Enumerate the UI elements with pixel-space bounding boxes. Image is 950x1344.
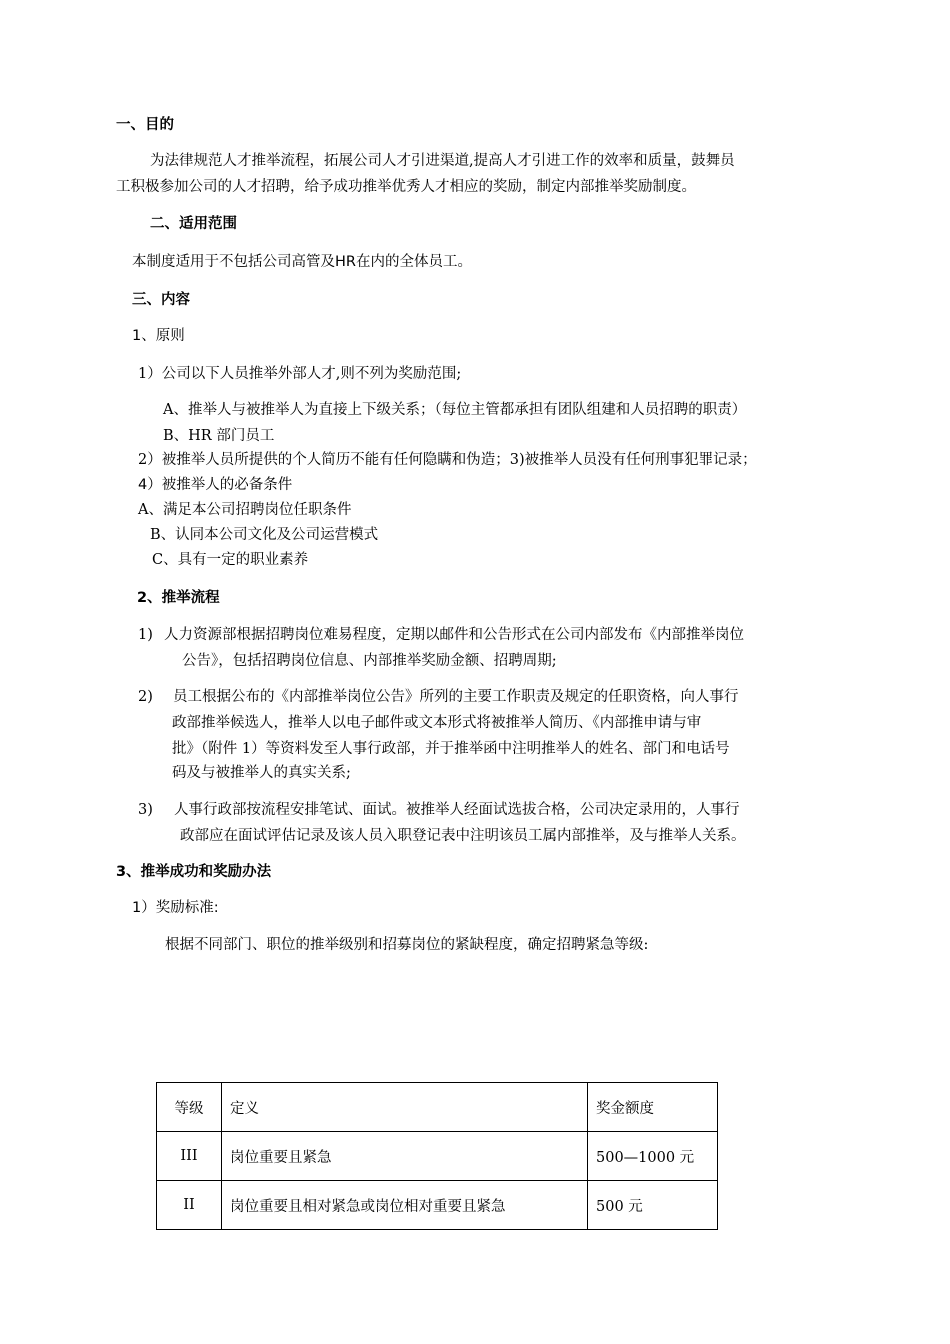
condition-b: B、认同本公司文化及公司运营模式	[150, 527, 379, 543]
process-item-1-line-1: 人力资源部根据招聘岗位难易程度，定期以邮件和公告形式在公司内部发布《内部推举岗位	[164, 627, 744, 643]
reward-grade-table	[156, 1082, 718, 1230]
process-item-2-line-1: 员工根据公布的《内部推举岗位公告》所列的主要工作职责及规定的任职资格，向人事行	[173, 689, 739, 705]
principle-item-4: 4）被推举人的必备条件	[138, 477, 293, 493]
table-cell-grade: II	[157, 1181, 222, 1230]
reward-standard-label: 1）奖励标准:	[132, 900, 219, 916]
table-cell-definition: 岗位重要且紧急	[222, 1132, 588, 1181]
principle-item-2: 2）被推举人员所提供的个人简历不能有任何隐瞒和伪造；3)被推举人员没有任何刑事犯罪记录；	[138, 452, 757, 468]
scope-text-pre: 本制度适用于不包括公司高管及	[132, 254, 335, 270]
process-item-1-line-2: 公告》，包括招聘岗位信息、内部推举奖励金额、招聘周期;	[182, 653, 557, 669]
table-row	[157, 1132, 718, 1181]
purpose-paragraph-line-1: 为法律规范人才推举流程，拓展公司人才引进渠道,提高人才引进工作的效率和质量，鼓舞员	[150, 153, 735, 169]
process-item-2-line-3: 批》（附件 1）等资料发至人事行政部，并于推举函中注明推举人的姓名、部门和电话号	[172, 741, 730, 757]
section-heading-scope: 二、适用范围	[150, 216, 237, 232]
principle-item-1a: A、推举人与被推举人为直接上下级关系；（每位主管都承担有团队组建和人员招聘的职责）	[163, 402, 747, 418]
table-header-cell: 等级	[157, 1083, 222, 1132]
table-row	[157, 1181, 718, 1230]
table-cell-amount: 500—1000 元	[588, 1132, 718, 1181]
scope-text-hr: HR	[335, 254, 356, 270]
reward-description: 根据不同部门、职位的推举级别和招募岗位的紧缺程度，确定招聘紧急等级:	[165, 937, 649, 953]
table-cell-amount: 500 元	[588, 1181, 718, 1230]
principle-item-1: 1）公司以下人员推举外部人才,则不列为奖励范围;	[138, 366, 462, 382]
process-item-2-number: 2)	[138, 689, 153, 705]
scope-text-post: 在内的全体员工。	[355, 254, 472, 270]
process-item-3-number: 3)	[138, 802, 153, 818]
process-item-2-line-4: 码及与被推举人的真实关系;	[172, 765, 351, 781]
table-header-cell: 定义	[222, 1083, 588, 1132]
process-item-1-number: 1)	[138, 627, 153, 643]
table-header-row	[157, 1083, 718, 1132]
subheading-reward: 3、推举成功和奖励办法	[116, 864, 272, 880]
condition-a: A、满足本公司招聘岗位任职条件	[138, 502, 352, 518]
scope-paragraph	[132, 251, 472, 273]
process-item-3-line-2: 政部应在面试评估记录及该人员入职登记表中注明该员工属内部推举，及与推举人关系。	[180, 828, 746, 844]
section-heading-purpose: 一、目的	[116, 117, 174, 133]
process-item-2-line-2: 政部推举候选人，推举人以电子邮件或文本形式将被推举人简历、《内部推申请与审	[172, 715, 702, 731]
principle-item-1b: B、HR 部门员工	[163, 428, 275, 444]
subheading-process: 2、推举流程	[137, 590, 220, 606]
section-heading-content: 三、内容	[132, 292, 190, 308]
table-header-cell: 奖金额度	[588, 1083, 718, 1132]
purpose-paragraph-line-2: 工积极参加公司的人才招聘，给予成功推举优秀人才相应的奖励，制定内部推举奖励制度。	[116, 179, 696, 195]
process-item-3-line-1: 人事行政部按流程安排笔试、面试。被推举人经面试选拔合格，公司决定录用的，人事行	[174, 802, 740, 818]
table-cell-grade: III	[157, 1132, 222, 1181]
subheading-principle: 1、原则	[132, 328, 185, 344]
condition-c: C、具有一定的职业素养	[152, 552, 309, 568]
table-cell-definition: 岗位重要且相对紧急或岗位相对重要且紧急	[222, 1181, 588, 1230]
